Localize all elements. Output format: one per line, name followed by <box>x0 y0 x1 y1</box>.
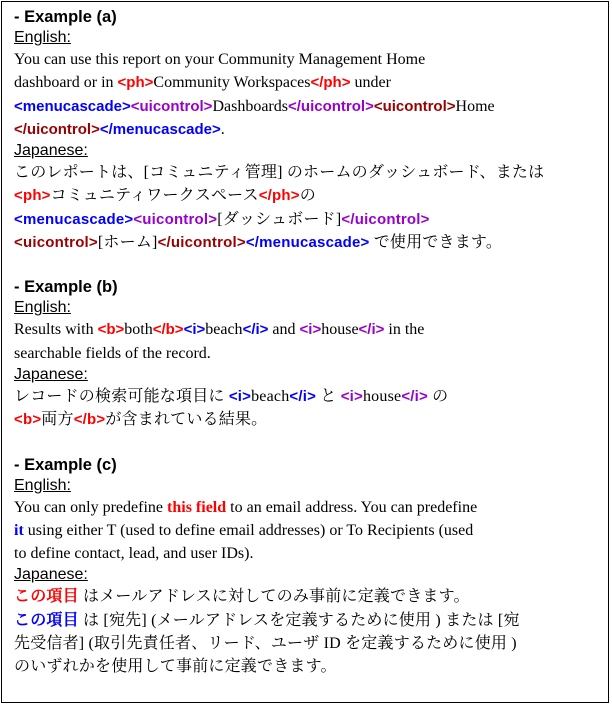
text: Dashboards <box>212 97 288 115</box>
text: to define contact, lead, and user IDs). <box>14 545 254 563</box>
text: house <box>362 387 402 405</box>
uicontrol-open-tag: <uicontrol> <box>133 210 218 228</box>
highlight-blue: この項目 <box>14 611 79 629</box>
example-b-english-line-2 <box>14 342 608 365</box>
ph-open-tag: <ph> <box>117 74 154 92</box>
uicontrol-open-tag: <uicontrol> <box>14 234 98 252</box>
example-c-english-line-1 <box>14 496 608 519</box>
example-a-english-label: English: <box>14 29 71 46</box>
ph-close-tag: </ph> <box>258 187 300 205</box>
uicontrol-close-tag: </uicontrol> <box>157 234 246 252</box>
text: You can use this report on your Community Management Home <box>14 51 426 68</box>
text: の <box>427 387 449 405</box>
text: 先受信者] (取引先責任者、リード、ユーザ ID を定義するために使用 ) <box>14 635 517 653</box>
i-close-tag: </i> <box>289 387 317 405</box>
example-b-japanese-line-1 <box>14 385 608 408</box>
example-b-heading: - Example (b) <box>14 278 118 297</box>
example-c-english-label: English: <box>14 476 71 494</box>
example-c-japanese-line-4 <box>14 655 608 678</box>
text: searchable fields of the record. <box>14 344 211 362</box>
ph-open-tag: <ph> <box>14 187 51 205</box>
text: Results with <box>14 321 98 339</box>
uicontrol-close-tag: </uicontrol> <box>287 97 374 115</box>
example-c <box>14 454 608 679</box>
text: beach <box>251 387 290 405</box>
example-c-english-line-3 <box>14 542 608 565</box>
example-b <box>14 276 608 431</box>
example-a <box>14 6 608 254</box>
i-open-tag: <i> <box>228 387 252 405</box>
example-a-english-line-2 <box>14 71 608 94</box>
i-close-tag: </i> <box>242 321 269 339</box>
example-b-english-line-1 <box>14 318 608 341</box>
text: は [宛先] (メールアドレスを定義するために使用 ) または [宛 <box>78 611 520 629</box>
i-close-tag: </i> <box>401 387 428 405</box>
highlight-red: this field <box>167 498 227 516</box>
highlight-blue: it <box>14 521 24 539</box>
text: using either T (used to define email addresses) or To Recipients (used <box>23 521 474 539</box>
text: and <box>268 321 300 339</box>
example-c-japanese-line-2 <box>14 609 608 632</box>
text: Home <box>455 97 495 115</box>
examples-box <box>1 1 609 703</box>
example-a-japanese-line-3 <box>14 208 608 231</box>
text: to an email address. You can predefine <box>226 498 478 516</box>
example-a-heading: - Example (a) <box>14 8 117 26</box>
uicontrol-open-tag: <uicontrol> <box>373 97 456 115</box>
text: Community Workspaces <box>153 74 311 92</box>
uicontrol-close-tag: </uicontrol> <box>341 210 430 228</box>
example-a-japanese-label: Japanese: <box>14 142 88 160</box>
menucascade-close-tag: </menucascade> <box>99 120 221 138</box>
i-close-tag: </i> <box>358 321 385 339</box>
text: で使用できます。 <box>369 234 503 252</box>
text: はメールアドレスに対してのみ事前に定義できます。 <box>78 588 470 606</box>
example-b-japanese-line-2 <box>14 408 608 431</box>
text: beach <box>205 321 243 339</box>
ph-close-tag: </ph> <box>310 74 351 92</box>
text: が含まれている結果。 <box>105 411 268 429</box>
text: dashboard or in <box>14 74 118 92</box>
example-c-heading: - Example (c) <box>14 455 117 474</box>
text: You can only predefine <box>14 498 168 516</box>
i-open-tag: <i> <box>340 387 363 405</box>
example-a-japanese-line-1 <box>14 161 608 184</box>
text: と <box>316 387 341 405</box>
b-open-tag: <b> <box>14 411 42 429</box>
text: both <box>124 321 153 339</box>
b-close-tag: </b> <box>73 411 106 429</box>
example-b-japanese-label: Japanese: <box>14 365 88 383</box>
text: の <box>299 187 316 205</box>
text: このレポートは、[コミュニティ管理] のホームのダッシュボード、または <box>14 164 545 182</box>
highlight-red: この項目 <box>14 588 79 606</box>
i-open-tag: <i> <box>183 321 206 339</box>
example-a-english-line-4 <box>14 118 608 141</box>
menucascade-close-tag: </menucascade> <box>245 234 370 252</box>
uicontrol-close-tag: </uicontrol> <box>14 120 100 138</box>
example-a-english-line-1 <box>14 48 608 71</box>
example-a-japanese-line-2 <box>14 184 608 207</box>
text: コミュニティワークスペース <box>50 187 259 205</box>
b-open-tag: <b> <box>97 321 125 339</box>
example-c-japanese-label: Japanese: <box>14 566 88 584</box>
i-open-tag: <i> <box>299 321 322 339</box>
example-c-english-line-2 <box>14 519 608 542</box>
text: レコードの検索可能な項目に <box>14 387 229 405</box>
text: house <box>321 321 359 339</box>
example-a-japanese-line-4 <box>14 231 608 254</box>
example-b-english-label: English: <box>14 299 71 317</box>
example-c-japanese-line-3 <box>14 632 608 655</box>
text: のいずれかを使用して事前に定義できます。 <box>14 658 337 676</box>
example-a-english-line-3 <box>14 95 608 118</box>
text: under <box>350 74 391 92</box>
text: [ダッシュボード] <box>217 210 342 228</box>
section-spacer <box>14 254 608 276</box>
b-close-tag: </b> <box>152 321 184 339</box>
menucascade-open-tag: <menucascade> <box>14 210 134 228</box>
text: in the <box>384 321 425 339</box>
uicontrol-open-tag: <uicontrol> <box>130 97 213 115</box>
text: [ホーム] <box>97 234 158 252</box>
menucascade-open-tag: <menucascade> <box>14 97 131 115</box>
example-c-japanese-line-1 <box>14 585 608 608</box>
section-spacer <box>14 432 608 454</box>
text: . <box>220 120 225 138</box>
text: 両方 <box>41 411 74 429</box>
